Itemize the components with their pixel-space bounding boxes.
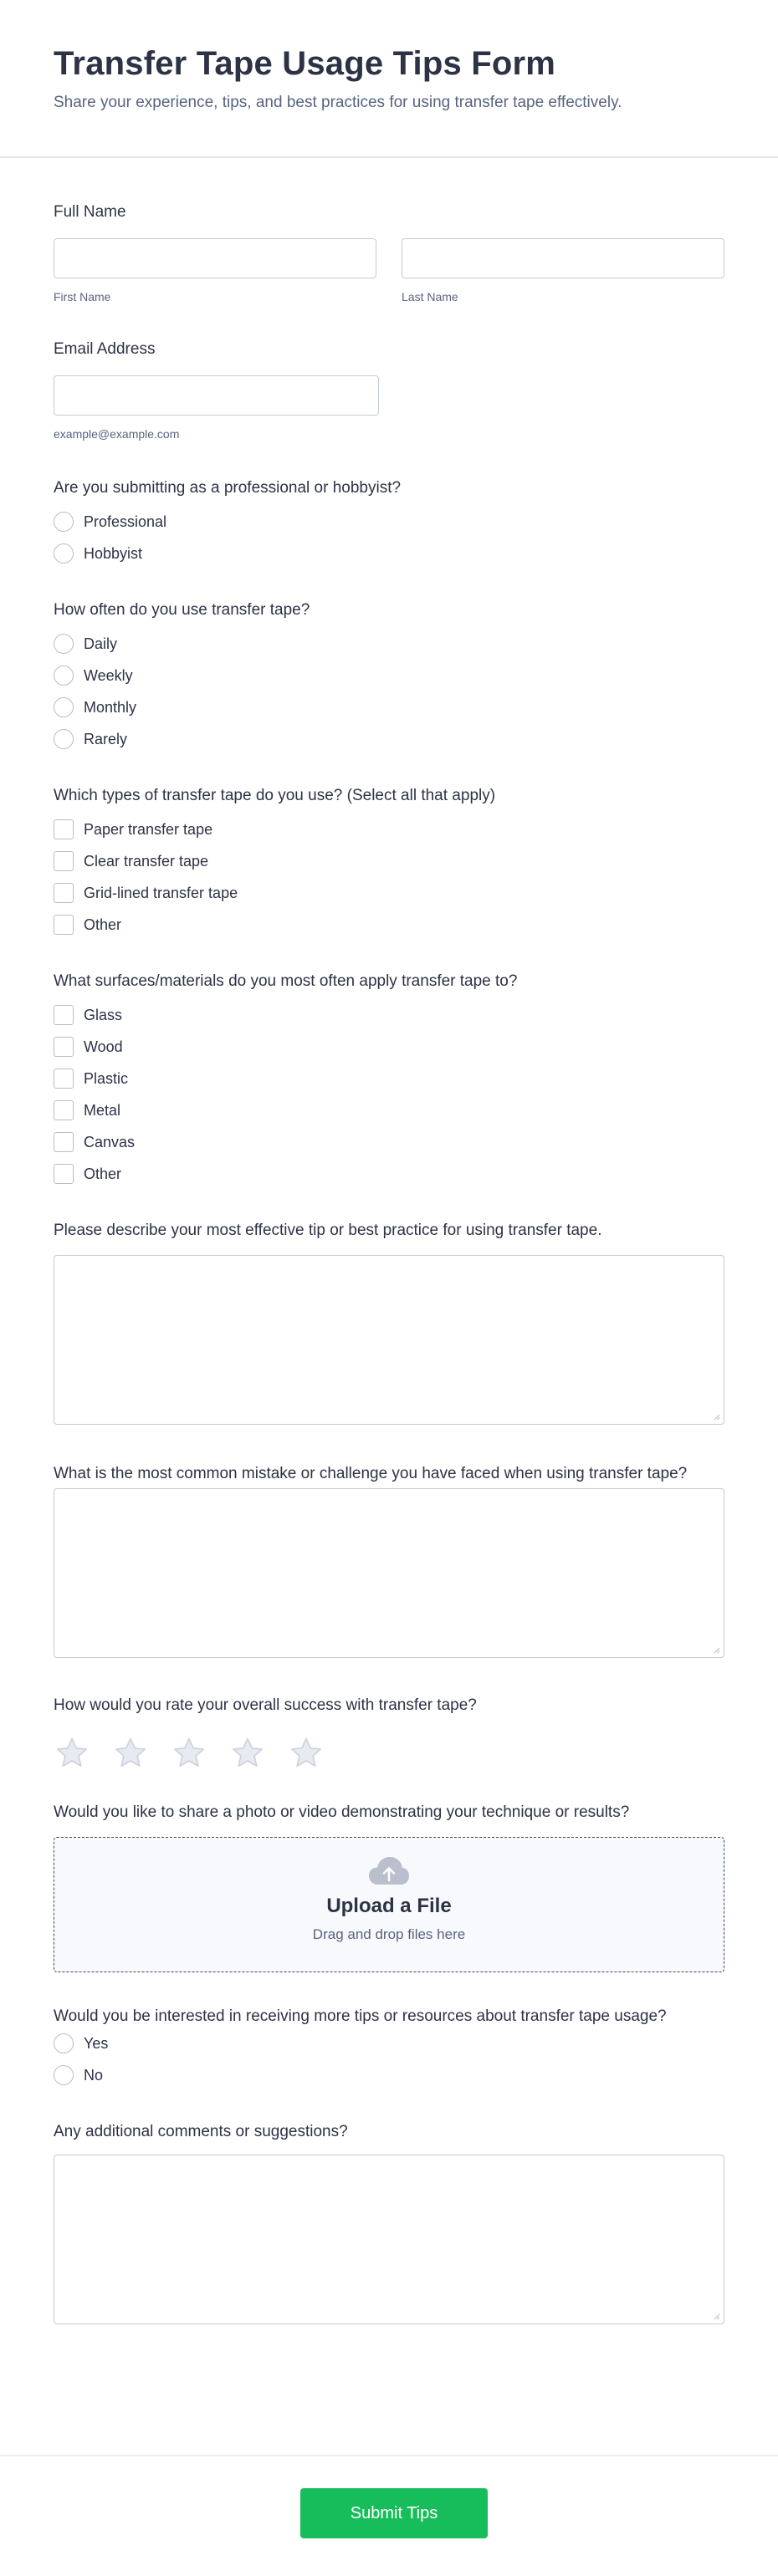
surface-option-canvas[interactable] xyxy=(54,1131,724,1153)
checkbox-wood[interactable] xyxy=(54,1037,74,1057)
role-field xyxy=(54,477,724,564)
frequency-option-rarely[interactable] xyxy=(54,728,724,750)
rating-label: How would you rate your overall success with transfer tape? xyxy=(54,1696,477,1714)
surfaces-field xyxy=(54,971,724,1185)
option-label: Professional xyxy=(84,513,167,530)
surface-option-metal[interactable] xyxy=(54,1099,724,1121)
tape-type-option-paper[interactable] xyxy=(54,819,724,840)
option-label: Grid-lined transfer tape xyxy=(84,884,238,901)
comments-field xyxy=(54,2121,724,2324)
first-name-input[interactable] xyxy=(54,238,376,278)
page-title: Transfer Tape Usage Tips Form xyxy=(54,45,556,82)
mistake-label: What is the most common mistake or challenge you have faced when using transfer tape? xyxy=(54,1465,688,1482)
checkbox-paper[interactable] xyxy=(54,819,74,839)
resize-handle-icon[interactable] xyxy=(712,1412,720,1421)
page-subtitle: Share your experience, tips, and best practices for using transfer tape effectively. xyxy=(54,94,622,111)
resize-handle-icon[interactable] xyxy=(712,2312,720,2320)
star-icon[interactable] xyxy=(54,1735,90,1772)
first-name-sublabel: First Name xyxy=(54,290,111,304)
full-name-field xyxy=(54,201,724,304)
tape-types-field xyxy=(54,785,724,936)
option-label: Canvas xyxy=(84,1133,136,1150)
star-icon[interactable] xyxy=(288,1735,325,1772)
surface-option-glass[interactable] xyxy=(54,1004,724,1026)
frequency-option-daily[interactable] xyxy=(54,633,724,655)
file-upload-dropzone[interactable] xyxy=(54,1837,724,1972)
submit-button[interactable]: Submit Tips xyxy=(300,2488,488,2538)
option-label: Clear transfer tape xyxy=(84,852,209,870)
tape-type-option-grid[interactable] xyxy=(54,882,724,904)
checkbox-canvas[interactable] xyxy=(54,1132,74,1152)
surface-option-wood[interactable] xyxy=(54,1036,724,1058)
form-body xyxy=(0,201,778,2324)
checkbox-glass[interactable] xyxy=(54,1005,74,1025)
star-icon[interactable] xyxy=(229,1735,266,1772)
radio-hobbyist[interactable] xyxy=(54,543,74,564)
radio-daily[interactable] xyxy=(54,634,74,654)
radio-monthly[interactable] xyxy=(54,697,74,717)
rating-field xyxy=(54,1695,724,1772)
tape-type-option-other[interactable] xyxy=(54,914,724,936)
option-label: Monthly xyxy=(84,698,137,716)
cloud-upload-icon xyxy=(368,1856,410,1888)
option-label: Metal xyxy=(84,1101,121,1119)
resize-handle-icon[interactable] xyxy=(712,1645,720,1654)
frequency-option-weekly[interactable] xyxy=(54,665,724,686)
star-icon[interactable] xyxy=(171,1735,207,1772)
option-label: Glass xyxy=(84,1006,123,1023)
star-icon[interactable] xyxy=(112,1735,149,1772)
option-label: Hobbyist xyxy=(84,544,143,562)
last-name-input[interactable] xyxy=(402,238,724,278)
more-tips-option-yes[interactable] xyxy=(54,2033,724,2054)
option-label: Rarely xyxy=(84,730,128,747)
email-input[interactable] xyxy=(54,375,379,416)
upload-field xyxy=(54,1802,724,1972)
tape-types-label: Which types of transfer tape do you use? (Select all that apply) xyxy=(54,787,496,804)
radio-professional[interactable] xyxy=(54,512,74,532)
checkbox-metal[interactable] xyxy=(54,1100,74,1120)
email-field xyxy=(54,339,724,441)
surface-option-other[interactable] xyxy=(54,1163,724,1185)
tape-type-option-clear[interactable] xyxy=(54,850,724,872)
radio-weekly[interactable] xyxy=(54,666,74,686)
tip-label: Please describe your most effective tip or best practice for using transfer tape. xyxy=(54,1222,602,1239)
mistake-field xyxy=(54,1463,724,1658)
role-option-hobbyist[interactable] xyxy=(54,543,724,564)
tip-field xyxy=(54,1220,724,1425)
email-sublabel: example@example.com xyxy=(54,427,180,441)
role-label: Are you submitting as a professional or hobbyist? xyxy=(54,479,402,497)
option-label: No xyxy=(84,2066,104,2084)
option-label: Other xyxy=(84,1165,122,1182)
mistake-textarea[interactable] xyxy=(54,1488,724,1658)
option-label: Daily xyxy=(84,635,118,652)
more-tips-option-no[interactable] xyxy=(54,2064,724,2086)
comments-textarea[interactable] xyxy=(54,2155,724,2324)
last-name-sublabel: Last Name xyxy=(402,290,458,304)
checkbox-surface-other[interactable] xyxy=(54,1164,74,1184)
tip-textarea[interactable] xyxy=(54,1255,724,1425)
option-label: Other xyxy=(84,916,122,933)
option-label: Wood xyxy=(84,1038,123,1055)
frequency-option-monthly[interactable] xyxy=(54,696,724,718)
upload-label: Would you like to share a photo or video demonstrating your technique or results? xyxy=(54,1803,630,1821)
upload-hint: Drag and drop files here xyxy=(312,1926,466,1942)
checkbox-tape-other[interactable] xyxy=(54,915,74,935)
surface-option-plastic[interactable] xyxy=(54,1068,724,1089)
checkbox-grid[interactable] xyxy=(54,883,74,903)
form-footer xyxy=(0,2455,778,2576)
email-label: Email Address xyxy=(54,340,156,358)
option-label: Paper transfer tape xyxy=(84,820,213,838)
checkbox-clear[interactable] xyxy=(54,851,74,871)
radio-rarely[interactable] xyxy=(54,729,74,749)
frequency-field xyxy=(54,599,724,750)
option-label: Yes xyxy=(84,2034,109,2052)
radio-yes[interactable] xyxy=(54,2033,74,2053)
more-tips-label: Would you be interested in receiving more tips or resources about transfer tape usage? xyxy=(54,2007,667,2025)
comments-label: Any additional comments or suggestions? xyxy=(54,2123,348,2140)
form-header xyxy=(0,0,778,158)
option-label: Weekly xyxy=(84,666,133,684)
checkbox-plastic[interactable] xyxy=(54,1069,74,1089)
option-label: Plastic xyxy=(84,1069,129,1087)
full-name-label: Full Name xyxy=(54,203,126,221)
star-rating xyxy=(54,1735,724,1772)
frequency-label: How often do you use transfer tape? xyxy=(54,601,310,619)
radio-no[interactable] xyxy=(54,2065,74,2085)
upload-title: Upload a File xyxy=(326,1895,452,1917)
more-tips-field xyxy=(54,2006,724,2086)
role-option-professional[interactable] xyxy=(54,511,724,533)
surfaces-label: What surfaces/materials do you most often apply transfer tape to? xyxy=(54,972,518,990)
